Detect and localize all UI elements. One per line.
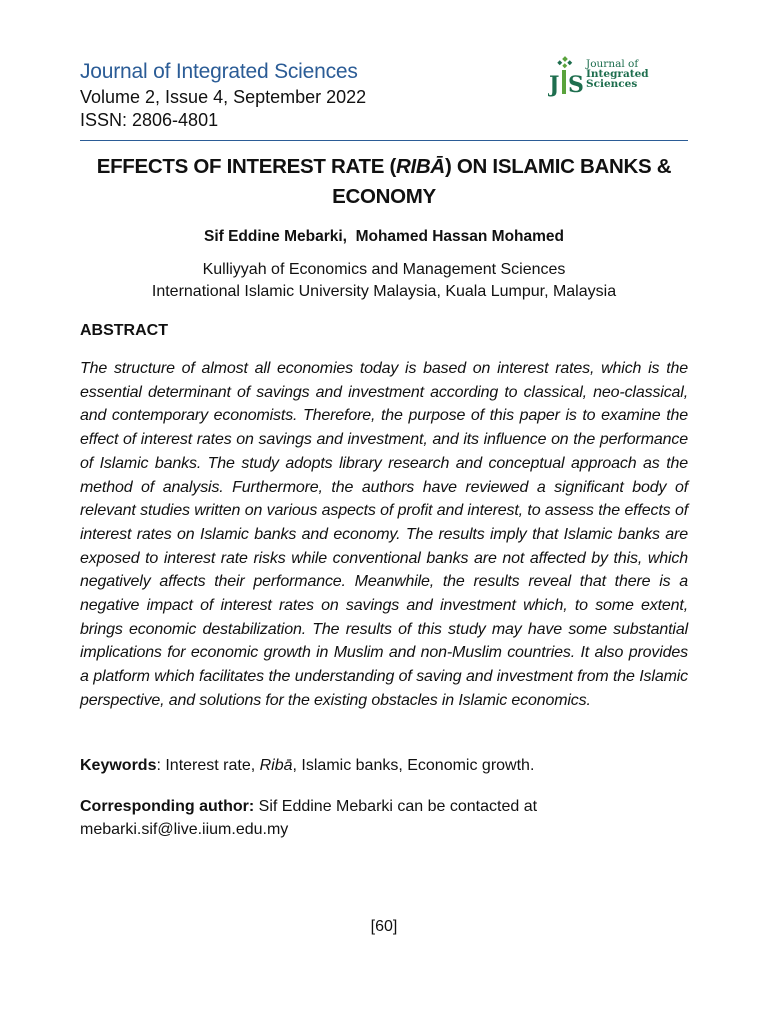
- keywords-italic: Ribā: [259, 757, 293, 774]
- author-list: Sif Eddine Mebarki, Mohamed Hassan Mohamed: [203, 228, 565, 245]
- jis-logo-icon: [548, 56, 588, 98]
- keywords-before: : Interest rate,: [156, 757, 260, 774]
- corresponding-email: mebarki.sif@live.iium.edu.my: [80, 821, 289, 838]
- logo-text: [586, 59, 649, 89]
- corresponding-text: Sif Eddine Mebarki can be contacted at: [254, 798, 538, 815]
- logo-line-3: Sciences: [586, 78, 638, 90]
- abstract-text: The structure of almost all economies today is based on interest rates, which is the essential determinant of savings and investment according to classical, neo-classical, and contemporary economists. Therefore, the purpose of this paper is to examine the effect of interest rates on savings and investment, and its influence on the performance of Islamic banks. The study adopts library research and conceptual approach as the method of analysis. Furthermore, the authors have reviewed a significant body of relevant studies written on various aspects of profit and interest, to assess the effects of interest rates on Islamic banks and economy. The results imply that Islamic banks are exposed to interest rate risks while conventional banks are not affected by this, which negatively affects their performance. Meanwhile, the results reveal that there is a negative impact of interest rates on savings and investment which, to some extent, brings economic destabilization. The results of this study may have some substantial implications for economic growth in Muslim and non-Muslim countries. It also provides a platform which facilitates the understanding of saving and investment from the Islamic perspective, and solutions for the existing obstacles in Islamic economics.: [80, 360, 688, 709]
- title-part-1: EFFECTS OF INTEREST RATE (: [96, 155, 397, 178]
- corresponding-author: [80, 795, 688, 841]
- svg-text:J: J: [549, 72, 560, 98]
- abstract-heading: ABSTRACT: [80, 322, 168, 339]
- affiliation-line-2: International Islamic University Malaysia, Kuala Lumpur, Malaysia: [151, 283, 617, 300]
- corresponding-label: Corresponding author:: [80, 798, 255, 815]
- journal-logo: [548, 56, 668, 98]
- title-italic: RIBĀ: [396, 155, 445, 178]
- svg-text:S: S: [568, 72, 584, 98]
- header-divider: [80, 140, 688, 141]
- title-part-2: ) ON ISLAMIC BANKS & ECONOMY: [332, 155, 672, 208]
- volume-issue-line: Volume 2, Issue 4, September 2022: [80, 87, 367, 107]
- issn-line: ISSN: 2806-4801: [80, 110, 219, 130]
- logo-line-1: Journal of: [586, 58, 639, 70]
- affiliation-line-1: Kulliyyah of Economics and Management Sciences: [202, 261, 566, 278]
- keywords-label: Keywords: [80, 757, 157, 774]
- keywords-line: [80, 757, 688, 775]
- journal-name: Journal of Integrated Sciences: [80, 60, 358, 83]
- paper-title: [80, 152, 688, 212]
- logo-line-2: Integrated: [586, 68, 649, 80]
- keywords-after: , Islamic banks, Economic growth.: [292, 757, 535, 774]
- page-number: [60]: [370, 918, 398, 935]
